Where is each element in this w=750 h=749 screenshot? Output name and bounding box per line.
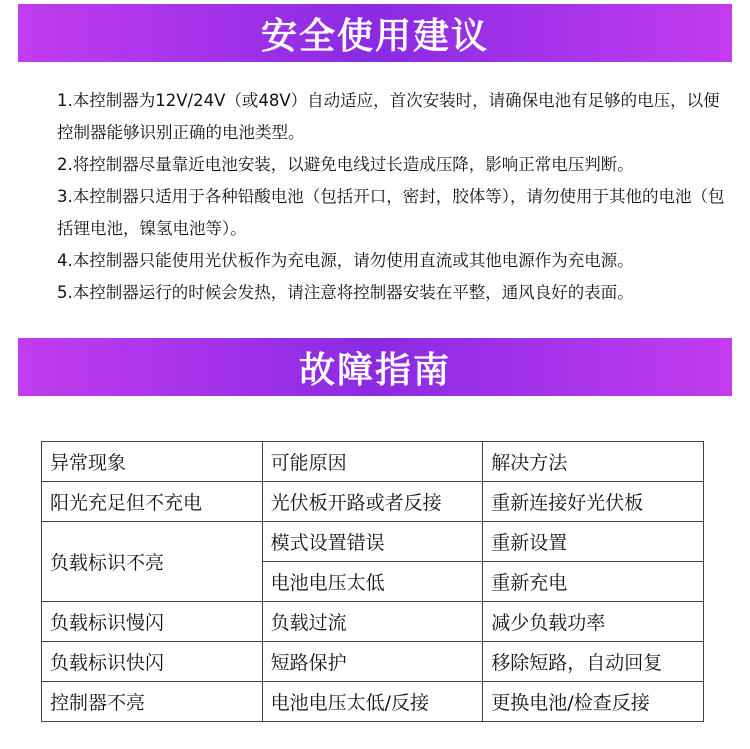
header-cause: 可能原因 — [262, 442, 483, 482]
symptom-cell: 控制器不亮 — [42, 682, 263, 722]
header-symptom: 异常现象 — [42, 442, 263, 482]
table-header-row — [42, 442, 704, 482]
solution-cell: 移除短路，自动回复 — [483, 642, 704, 682]
safety-banner — [18, 4, 732, 62]
header-solution: 解决方法 — [483, 442, 704, 482]
table-row — [42, 522, 704, 562]
tip-item-3: 3.本控制器只适用于各种铅酸电池（包括开口，密封，胶体等），请勿使用于其他的电池（包括锂电池，镍氢电池等）。 — [57, 187, 725, 238]
table-row — [42, 482, 704, 522]
solution-cell: 重新充电 — [483, 562, 704, 602]
solution-cell: 更换电池/检查反接 — [483, 682, 704, 722]
symptom-cell: 负载标识不亮 — [42, 522, 263, 602]
tip-item-1: 1.本控制器为12V/24V（或48V）自动适应，首次安装时，请确保电池有足够的电压，以便控制器能够识别正确的电池类型。 — [57, 91, 720, 142]
cause-cell: 电池电压太低 — [262, 562, 483, 602]
tip-item-5: 5.本控制器运行的时候会发热，请注意将控制器安装在平整，通风良好的表面。 — [57, 283, 634, 302]
symptom-cell: 负载标识慢闪 — [42, 602, 263, 642]
solution-cell: 减少负载功率 — [483, 602, 704, 642]
cause-cell: 电池电压太低/反接 — [262, 682, 483, 722]
safety-tips — [57, 85, 727, 309]
tip-item-2: 2.将控制器尽量靠近电池安装，以避免电线过长造成压降，影响正常电压判断。 — [57, 155, 634, 174]
solution-cell: 重新设置 — [483, 522, 704, 562]
symptom-cell: 负载标识快闪 — [42, 642, 263, 682]
tip-item-4: 4.本控制器只能使用光伏板作为充电源，请勿使用直流或其他电源作为充电源。 — [57, 251, 634, 270]
symptom-cell: 阳光充足但不充电 — [42, 482, 263, 522]
table-row — [42, 682, 704, 722]
safety-title: 安全使用建议 — [260, 15, 489, 57]
cause-cell: 负载过流 — [262, 602, 483, 642]
fault-title: 故障指南 — [298, 349, 451, 391]
cause-cell: 模式设置错误 — [262, 522, 483, 562]
solution-cell: 重新连接好光伏板 — [483, 482, 704, 522]
fault-table — [41, 441, 704, 722]
fault-banner — [18, 338, 732, 396]
table-row — [42, 642, 704, 682]
cause-cell: 短路保护 — [262, 642, 483, 682]
table-row — [42, 602, 704, 642]
cause-cell: 光伏板开路或者反接 — [262, 482, 483, 522]
